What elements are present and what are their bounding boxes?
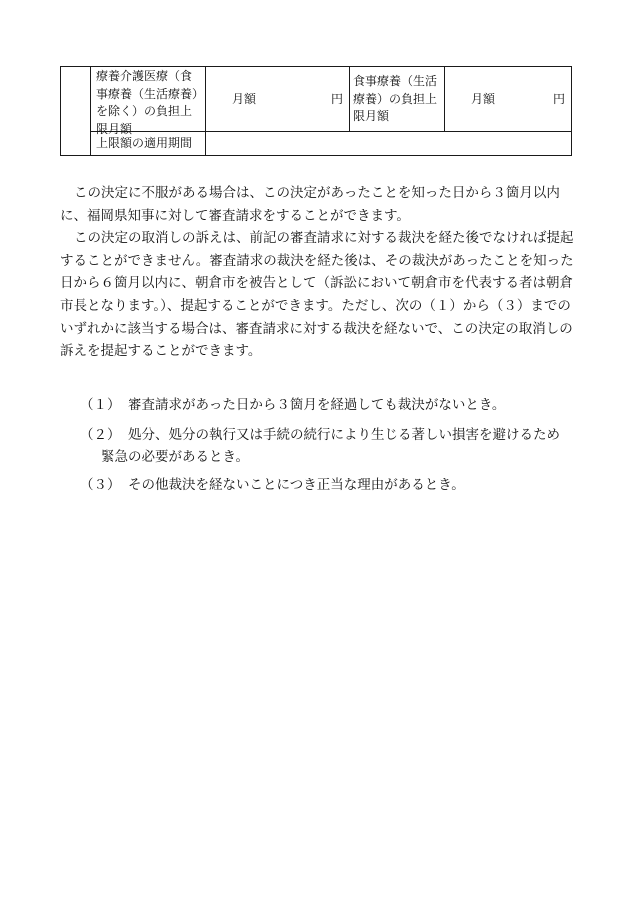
- meal-limit-label: 食事療養（生活療養）の負担上限月額: [353, 74, 438, 123]
- care-medical-yen-unit: 円: [331, 92, 344, 106]
- table-border-left: [60, 66, 61, 156]
- appeal-notice-text: [60, 182, 576, 363]
- table-col-divider: [205, 66, 206, 156]
- table-border-top: [60, 66, 572, 67]
- care-medical-limit-label: 療養介護医療（食事療養（生活療養）を除く）の負担上限月額: [96, 69, 199, 136]
- item-text-continued: 緊急の必要があるとき。: [101, 449, 249, 465]
- lawsuit-paragraph: この決定の取消しの訴えは、前記の審査請求に対する裁決を経た後でなければ提起することができません。審査請求の裁決を経た後は、その裁決があったことを知った日から６箇月以内に、朝倉市を被告として（訴訟において朝倉市を代表する者は朝倉市長となります。）、提起することができます。ただし、次の（１）から（３）までのいずれかに該当する場合は、審査請求に対する裁決を経ないで、この決定の取消しの訴えを提起することができます。: [60, 230, 574, 360]
- item-text: 審査請求があった日から３箇月を経過しても裁決がないとき。: [128, 397, 506, 413]
- item-number: （３）: [80, 477, 121, 493]
- table-border-right: [571, 66, 572, 156]
- meal-yen-unit: 円: [553, 92, 566, 106]
- application-period-label: 上限額の適用期間: [96, 136, 193, 150]
- table-border-bottom: [60, 155, 572, 156]
- care-medical-amount-label: 月額: [232, 92, 257, 106]
- meal-amount-label: 月額: [471, 92, 496, 106]
- limit-table: [60, 66, 572, 156]
- table-col-divider: [90, 66, 91, 156]
- item-number: （２）: [80, 427, 121, 443]
- table-col-divider: [444, 66, 445, 132]
- appeal-paragraph: この決定に不服がある場合は、この決定があったことを知った日から３箇月以内に、福岡県知事に対して審査請求をすることができます。: [60, 185, 560, 224]
- item-text: その他裁決を経ないことにつき正当な理由があるとき。: [128, 477, 465, 493]
- item-text: 処分、処分の執行又は手続の続行により生じる著しい損害を避けるため: [128, 427, 560, 443]
- table-col-divider: [349, 66, 350, 132]
- item-number: （１）: [80, 397, 121, 413]
